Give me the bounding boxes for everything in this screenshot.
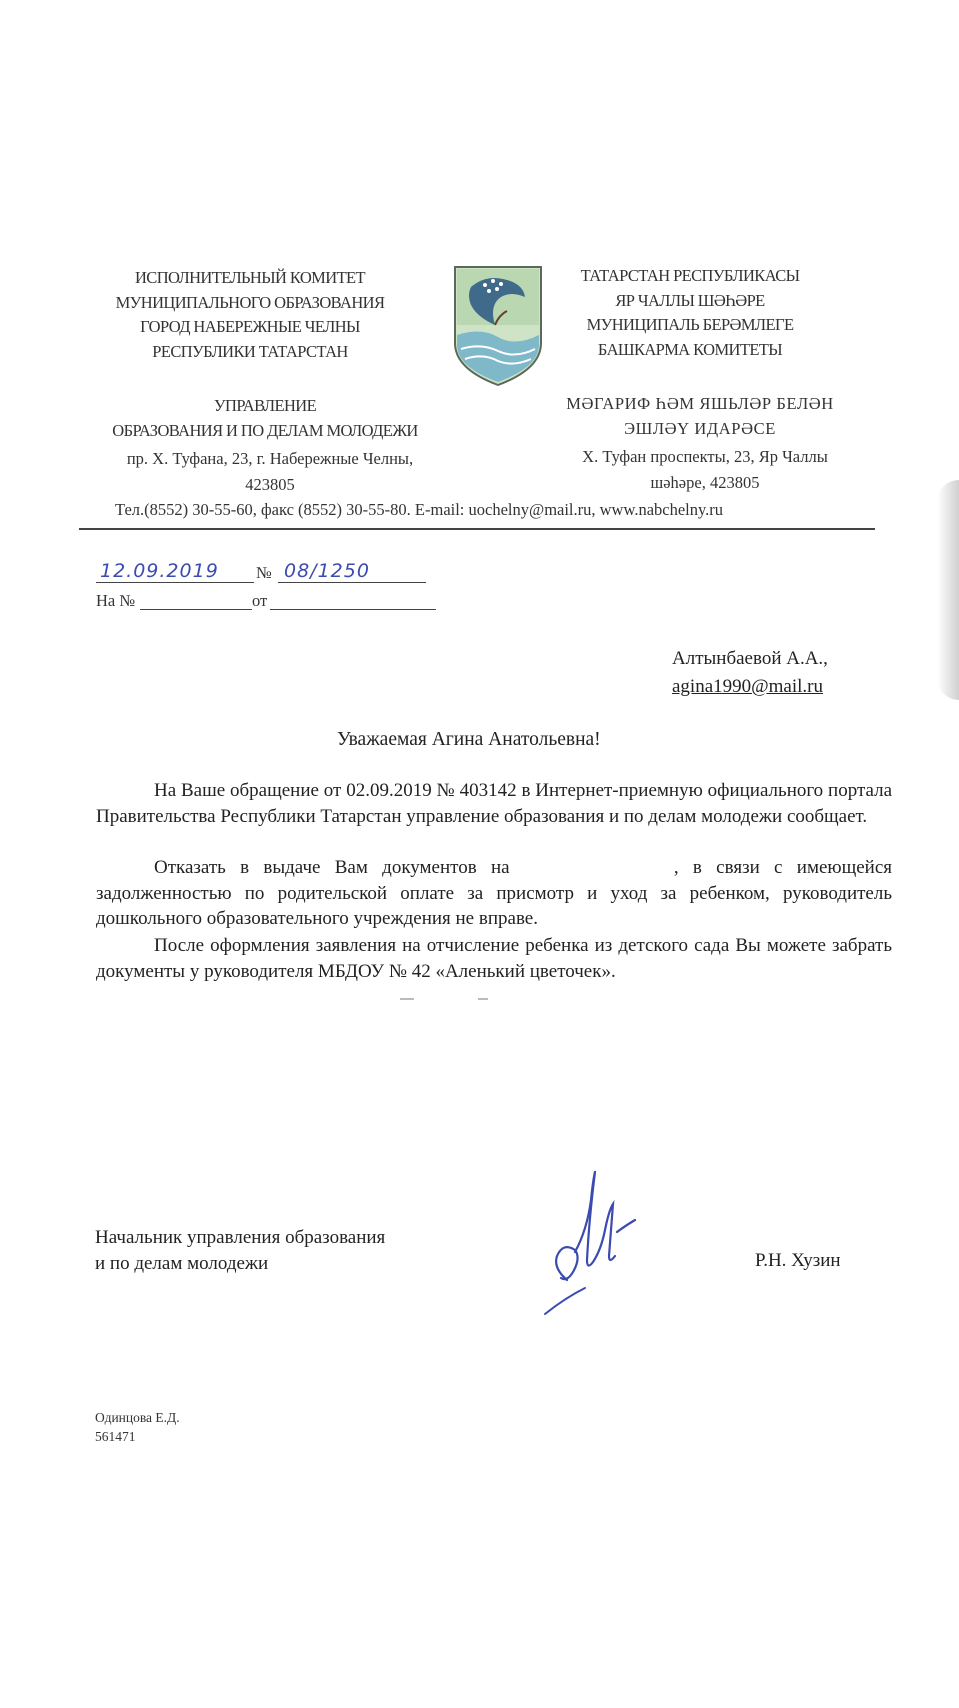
date-fill-line [96, 582, 254, 583]
executor-info [95, 1408, 180, 1446]
left-org-line: РЕСПУБЛИКИ ТАТАРСТАН [152, 341, 348, 361]
addressee-name: Алтынбаевой А.А., [672, 648, 828, 669]
right-address-line: шәһәре, 423805 [650, 473, 760, 492]
body-paragraph-1: На Ваше обращение от 02.09.2019 № 403142 в Интернет-приемную официального портала Правительства Республики Татарстан управление образования и по делам молодежи сообщает. [96, 780, 892, 827]
right-org-line: ЯР ЧАЛЛЫ ШӘҺӘРЕ [615, 290, 765, 310]
city-coat-of-arms-icon [451, 265, 545, 387]
outgoing-number: 08/1250 [284, 560, 370, 582]
left-dept-line: ОБРАЗОВАНИЯ И ПО ДЕЛАМ МОЛОДЕЖИ [112, 420, 418, 440]
body-paragraph-3: После оформления заявления на отчисление ребенка из детского сада Вы можете забрать документы у руководителя МБДОУ № 42 «Аленький цветочек». [96, 935, 892, 982]
signer-title-line: Начальник управления образования [95, 1227, 386, 1248]
salutation: Уважаемая Агина Анатольевна! [337, 729, 601, 750]
body-paragraph-2-end: , в связи с имеющейся задолженностью по родительской оплате за присмотр и уход за ребенком, руководитель дошкольного образовательного учреждения не вправе. [96, 857, 892, 929]
left-org-line: МУНИЦИПАЛЬНОГО ОБРАЗОВАНИЯ [115, 292, 385, 312]
outgoing-date: 12.09.2019 [100, 560, 219, 582]
left-address-line: пр. Х. Туфана, 23, г. Набережные Челны, [126, 449, 414, 468]
contact-line: Тел.(8552) 30-55-60, факс (8552) 30-55-80. E-mail: uochelny@mail.ru, www.nabchelny.ru [115, 500, 724, 519]
right-org-line: ТАТАРСТАН РЕСПУБЛИКАСЫ [580, 266, 800, 285]
left-org-name [75, 266, 425, 364]
left-department-name [80, 394, 450, 443]
signer-title [95, 1225, 385, 1276]
right-dept-line: ЭШЛӘҮ ИДАРӘСЕ [624, 418, 776, 438]
left-org-line: ИСПОЛНИТЕЛЬНЫЙ КОМИТЕТ [134, 268, 366, 287]
signer-name: Р.Н. Хузин [755, 1250, 841, 1271]
executor-name: Одинцова Е.Д. [95, 1410, 180, 1425]
header-divider [79, 528, 875, 530]
right-dept-line: МӘГАРИФ ҺӘМ ЯШЬЛӘР БЕЛӘН [566, 394, 834, 413]
left-org-line: ГОРОД НАБЕРЕЖНЫЕ ЧЕЛНЫ [140, 317, 360, 336]
right-department-name [530, 392, 870, 441]
right-address-line: Х. Туфан проспекты, 23, Яр Чаллы [582, 447, 828, 466]
left-dept-line: УПРАВЛЕНИЕ [213, 396, 317, 415]
number-fill-line [278, 582, 426, 583]
left-address [80, 446, 460, 498]
reference-number-line [140, 609, 252, 610]
reference-prefix: На № [96, 591, 136, 610]
right-address [540, 444, 870, 496]
reference-date-line [270, 609, 436, 610]
signer-title-line: и по делам молодежи [95, 1252, 269, 1274]
right-org-line: БАШКАРМА КОМИТЕТЫ [597, 339, 783, 359]
right-org-name [540, 264, 840, 362]
scan-specks [400, 996, 520, 1002]
addressee-email[interactable]: agina1990@mail.ru [672, 676, 823, 697]
handwritten-signature-icon [535, 1160, 675, 1320]
executor-phone: 561471 [95, 1429, 136, 1444]
reference-from: от [252, 591, 268, 610]
number-sign: № [256, 563, 272, 582]
left-address-line: 423805 [245, 475, 295, 494]
body-paragraph-2 [96, 855, 892, 932]
body-paragraph-2-start: Отказать в выдаче Вам документов на [154, 857, 524, 878]
right-org-line: МУНИЦИПАЛЬ БЕРӘМЛЕГЕ [586, 315, 794, 334]
page-edge-shadow [937, 480, 959, 700]
